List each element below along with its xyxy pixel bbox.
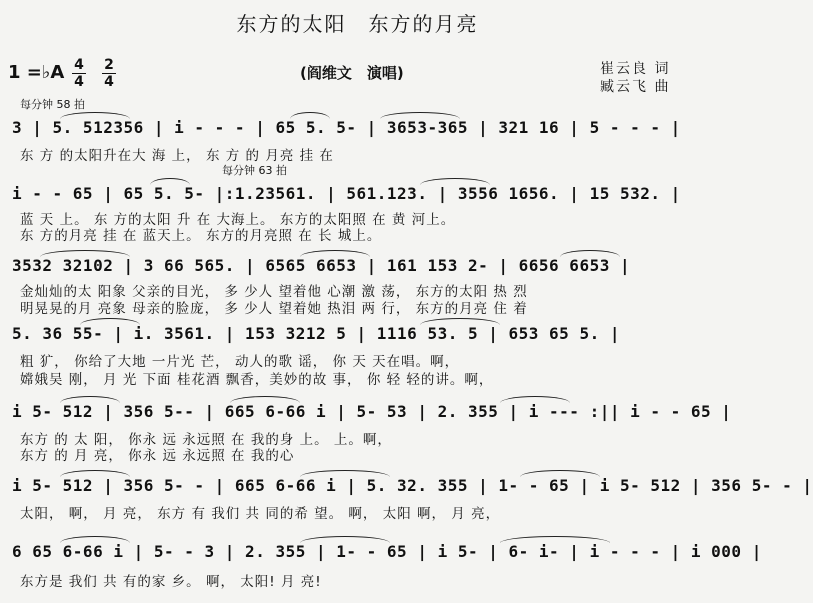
slur-mark	[520, 470, 600, 477]
notation-row: 3 | 5. 512356 | i - - - | 65 5. 5- | 3653-365 | 321 16 | 5 - - - |	[12, 118, 681, 137]
lyric-line: 蓝 天 上。 东 方的太阳 升 在 大海上。 东方的太阳照 在 黄 河上。	[20, 212, 456, 228]
slur-mark	[500, 396, 570, 403]
tempo-marking: 每分钟 63 拍	[222, 164, 287, 177]
slur-mark	[420, 318, 500, 325]
lyric-line: 太阳， 啊， 月 亮， 东方 有 我们 共 同的希 望。 啊， 太阳 啊， 月 亮，	[20, 506, 501, 522]
slur-mark	[380, 112, 460, 119]
slur-mark	[420, 178, 490, 185]
lyric-line: 东方 的 月 亮， 你永 远 永远照 在 我的心	[20, 448, 295, 464]
notation-row: 3532 32102 | 3 66 565. | 6565 6653 | 161 153 2- | 6656 6653 |	[12, 256, 631, 275]
lyric-line: 嫦娥吴 刚， 月 光 下面 桂花酒 飘香，美妙的故 事， 你 轻 轻的讲。啊，	[20, 372, 494, 388]
slur-mark	[500, 536, 610, 543]
slur-mark	[60, 112, 130, 119]
slur-mark	[300, 250, 370, 257]
performer-credit: (阎维文 演唱)	[300, 64, 404, 82]
lyric-line: 东方 的 太 阳， 你永 远 永远照 在 我的身 上。 上。啊，	[20, 432, 392, 448]
lyricist-credit: 崔云良 词	[600, 61, 671, 77]
tempo-marking: 每分钟 58 拍	[20, 98, 85, 111]
slur-mark	[560, 250, 620, 257]
slur-mark	[300, 536, 390, 543]
notation-row: i 5- 512 | 356 5- - | 665 6-66 i | 5. 32. 355 | 1- - 65 | i 5- 512 | 356 5- - |	[12, 476, 813, 495]
composer-credit: 臧云飞 曲	[600, 79, 671, 95]
notation-row: 5. 36 55- | i. 3561. | 153 3212 5 | 1116 53. 5 | 653 65 5. |	[12, 324, 620, 343]
slur-mark	[300, 470, 390, 477]
slur-mark	[60, 470, 130, 477]
key-signature: 1 =♭A	[8, 62, 65, 83]
lyric-line: 东 方 的太阳升在大 海 上， 东 方 的 月亮 挂 在	[20, 148, 334, 164]
notation-row: i - - 65 | 65 5. 5- |:1.23561. | 561.123. | 3556 1656. | 15 532. |	[12, 184, 681, 203]
time-signature-4-4: 4 4	[72, 58, 86, 89]
lyric-line: 东 方的月亮 挂 在 蓝天上。 东方的月亮照 在 长 城上。	[20, 228, 382, 244]
lyric-line: 金灿灿的太 阳象 父亲的目光， 多 少人 望着他 心潮 激 荡， 东方的太阳 热 烈	[20, 284, 528, 300]
lyric-line: 明晃晃的月 亮象 母亲的脸庞， 多 少人 望着她 热泪 两 行， 东方的月亮 住 着	[20, 301, 528, 317]
slur-mark	[80, 318, 140, 325]
lyric-line: 东方是 我们 共 有的家 乡。 啊， 太阳! 月 亮!	[20, 574, 322, 590]
slur-mark	[230, 396, 300, 403]
slur-mark	[40, 250, 130, 257]
notation-row: i 5- 512 | 356 5-- | 665 6-66 i | 5- 53 | 2. 355 | i --- :|| i - - 65 |	[12, 402, 732, 421]
time-signature-2-4: 2 4	[102, 58, 116, 89]
slur-mark	[150, 178, 190, 185]
slur-mark	[60, 536, 130, 543]
page-title: 东方的太阳 东方的月亮	[236, 12, 479, 36]
lyric-line: 粗 犷， 你给了大地 一片光 芒， 动人的歌 谣， 你 天 天在唱。啊，	[20, 354, 460, 370]
notation-row: 6 65 6-66 i | 5- - 3 | 2. 355 | 1- - 65 | i 5- | 6- i- | i - - - | i 000 |	[12, 542, 762, 561]
slur-mark	[290, 112, 330, 119]
slur-mark	[60, 396, 120, 403]
